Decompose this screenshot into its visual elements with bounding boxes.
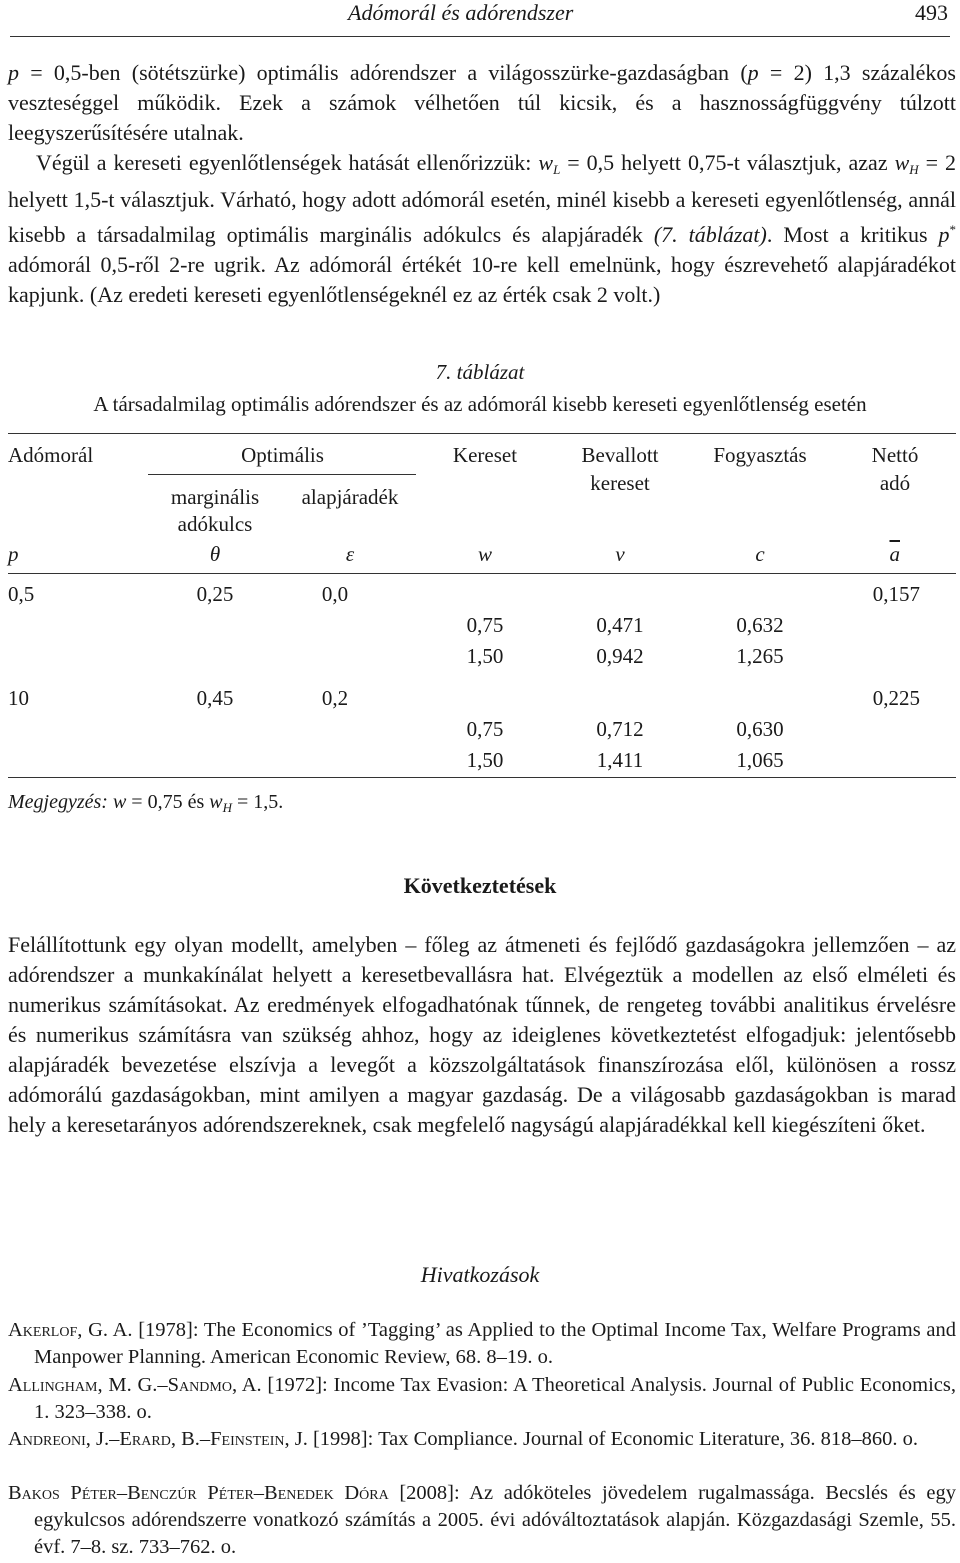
subscript-h: H bbox=[222, 800, 232, 815]
header-netto: Nettó bbox=[871, 443, 919, 467]
reference-item bbox=[8, 1480, 956, 1561]
symbol-row-p: p bbox=[8, 542, 19, 566]
page-number: 493 bbox=[915, 0, 948, 25]
table-cell-theta: 0,25 bbox=[196, 582, 234, 606]
table-note-label: Megjegyzés: bbox=[8, 791, 113, 813]
table-cell-v: 1,411 bbox=[596, 748, 644, 772]
reference-text: [1998]: Tax Compliance. Journal of Economic Literature, 36. 818–860. o. bbox=[307, 1428, 919, 1450]
table-bottom-rule bbox=[8, 777, 956, 778]
header-fogyasztas: Fogyasztás bbox=[713, 443, 807, 467]
optimalis-underline bbox=[148, 474, 416, 475]
header-marginalis: marginális bbox=[170, 485, 260, 509]
table-cell-w: 0,75 bbox=[466, 717, 504, 741]
table-cell-c: 0,632 bbox=[736, 613, 784, 637]
table-cell-a: 0,225 bbox=[872, 686, 920, 710]
table-cell-c: 1,065 bbox=[736, 748, 784, 772]
header-alapjaradek: alapjáradék bbox=[301, 485, 399, 509]
table-cell-a: 0,157 bbox=[872, 582, 920, 606]
table-cell-epsilon: 0,0 bbox=[321, 582, 349, 606]
table-note-text-b: = 1,5. bbox=[231, 791, 284, 813]
table-cell-epsilon: 0,2 bbox=[321, 686, 349, 710]
running-head bbox=[10, 0, 950, 37]
reference-authors: Akerlof, G. A. bbox=[8, 1319, 133, 1341]
symbol-w: w bbox=[209, 791, 223, 813]
header-bevallott-kereset: kereset bbox=[590, 471, 650, 495]
table-title: A társadalmilag optimális adórendszer és az adómorál kisebb kereseti egyenlőtlenség esetén bbox=[93, 392, 867, 416]
paragraph-2-text-b: = 0,5 helyett 0,75-t választjuk, azaz bbox=[560, 150, 895, 175]
symbol-w: w bbox=[538, 150, 554, 175]
table-cell-p: 10 bbox=[8, 686, 29, 710]
table-cell-c: 0,630 bbox=[736, 717, 784, 741]
reference-authors: Andreoni, J.–Erard, B.–Feinstein, J. bbox=[8, 1428, 308, 1450]
superscript-star: * bbox=[949, 222, 956, 237]
symbol-row-v: v bbox=[615, 542, 625, 566]
table-reference: (7. táblázat) bbox=[653, 222, 767, 247]
paragraph-2-text-c: = 2 helyett 1,5-t választjuk. Várható, hogy adott adómorál esetén, minél kisebb a kereseti egyenlőtlenség, annál kisebb a társadalmilag optimális marginális adókulcs és alapjáradék bbox=[8, 150, 956, 247]
header-ado: adó bbox=[879, 471, 911, 495]
symbol-row-theta: θ bbox=[209, 542, 221, 566]
reference-text: [1972]: Income Tax Evasion: A Theoretical Analysis. Journal of Public Economics, 1. 323–338. o. bbox=[34, 1374, 956, 1423]
table-number: 7. táblázat bbox=[435, 360, 525, 384]
section-title: Következtetések bbox=[403, 873, 557, 898]
table-note bbox=[8, 789, 283, 821]
references-title: Hivatkozások bbox=[420, 1262, 540, 1287]
reference-item bbox=[8, 1317, 956, 1371]
reference-text: [1978]: The Economics of ’Tagging’ as Applied to the Optimal Income Tax, Welfare Programs and Manpower Planning. American Economic Review, 68. 8–19. o. bbox=[34, 1319, 956, 1368]
table-cell-theta: 0,45 bbox=[196, 686, 234, 710]
paragraph-2-text-d: . Most a kritikus bbox=[766, 222, 939, 247]
paragraph-2-text-e: adómorál 0,5-ről 2-re ugrik. Az adómorál értékét 10-re kell emelnünk, hogy észrevehető alapjáradékot kapjunk. (Az eredeti kereseti egyenlőtlenségeknél ez az érték csak 2 volt.) bbox=[8, 252, 956, 307]
symbol-row-epsilon: ε bbox=[345, 542, 355, 566]
header-adomoral: Adómorál bbox=[8, 443, 94, 467]
table-header-rule bbox=[8, 573, 956, 574]
reference-item bbox=[8, 1372, 956, 1426]
paragraph-2-text-a: Végül a kereseti egyenlőtlenségek hatását ellenőrizzük: bbox=[36, 150, 539, 175]
header-kereset: Kereset bbox=[452, 443, 518, 467]
section-paragraph: Felállítottunk egy olyan modellt, amelyben – főleg az átmeneti és fejlődő gazdaságokra jellemzően – az adórendszer a munkakínálat helyett a keresetbevallásra hat. Elvégeztük a modellen az első elméleti és numerikus számításokat. Az eredmények elfogadhatónak tűnnek, de rengeteg további analitikus érvelésre és numerikus számításra van szükség ahhoz, hogy az ideiglenes következtetést elfogadjuk: jelentősebb alapjáradék bevezetése elszívja a levegőt a közszolgáltatások finanszírozása elől, különösen a rossz adómorálú gazdaságokban, mint amilyen a magyar gazdaság. De a világosabb gazdaságokban is marad hely a keresetarányos adórendszereknek, csak megfelelő nagyságú alapjáradékkal kell kiegészíteni őket. bbox=[8, 932, 956, 1137]
symbol-row-a: $\overline{a}$ bbox=[889, 542, 900, 566]
header-adokulcs: adókulcs bbox=[177, 512, 253, 536]
table-cell-w: 1,50 bbox=[466, 748, 504, 772]
table-cell-w: 0,75 bbox=[466, 613, 504, 637]
symbol-p: p bbox=[747, 60, 759, 85]
paragraph-1-text-a: = 0,5-ben (sötétszürke) optimális adórendszer a világosszürke-gazdaságban ( bbox=[19, 60, 748, 85]
table-cell-v: 0,942 bbox=[596, 644, 644, 668]
subscript-h: H bbox=[909, 162, 919, 177]
table-cell-v: 0,712 bbox=[596, 717, 644, 741]
symbol-row-c: c bbox=[755, 542, 765, 566]
symbol-p: p bbox=[8, 60, 19, 85]
header-bevallott: Bevallott bbox=[581, 443, 659, 467]
paragraph-2 bbox=[8, 148, 956, 310]
table-top-rule bbox=[8, 433, 956, 434]
reference-item bbox=[8, 1426, 956, 1453]
symbol-row-w: w bbox=[477, 542, 492, 566]
symbol-w: w bbox=[894, 150, 910, 175]
reference-text: [2008]: Az adóköteles jövedelem rugalmassága. Becslés és egy egykulcsos adórendszerre vonatkozó számítás a 2005. évi adóváltoztatások alapján. Közgazdasági Szemle, 55. évf. 7–8. sz. 733–762. o. bbox=[34, 1482, 956, 1558]
paragraph-1-text-b: = 2) 1,3 százalékos veszteséggel működik. Ezek a számok vélhetően túl kicsik, és a hasznosságfüggvény túlzott leegyszerűsítésére utalnak. bbox=[8, 60, 956, 145]
subscript-l: L bbox=[553, 162, 561, 177]
symbol-p: p bbox=[938, 222, 950, 247]
table-note-text-a: = 0,75 és bbox=[126, 791, 210, 813]
table-cell-p: 0,5 bbox=[8, 582, 35, 606]
reference-authors: Bakos Péter–Benczúr Péter–Benedek Dóra bbox=[8, 1482, 389, 1504]
running-head-title: Adómorál és adórendszer bbox=[348, 0, 574, 25]
table-cell-w: 1,50 bbox=[466, 644, 504, 668]
table-cell-v: 0,471 bbox=[596, 613, 644, 637]
table-cell-c: 1,265 bbox=[736, 644, 784, 668]
reference-authors: Allingham, M. G.–Sandmo, A. bbox=[8, 1374, 262, 1396]
header-optimalis: Optimális bbox=[241, 443, 324, 467]
symbol-w: w bbox=[112, 791, 127, 813]
paragraph-1 bbox=[8, 58, 956, 148]
